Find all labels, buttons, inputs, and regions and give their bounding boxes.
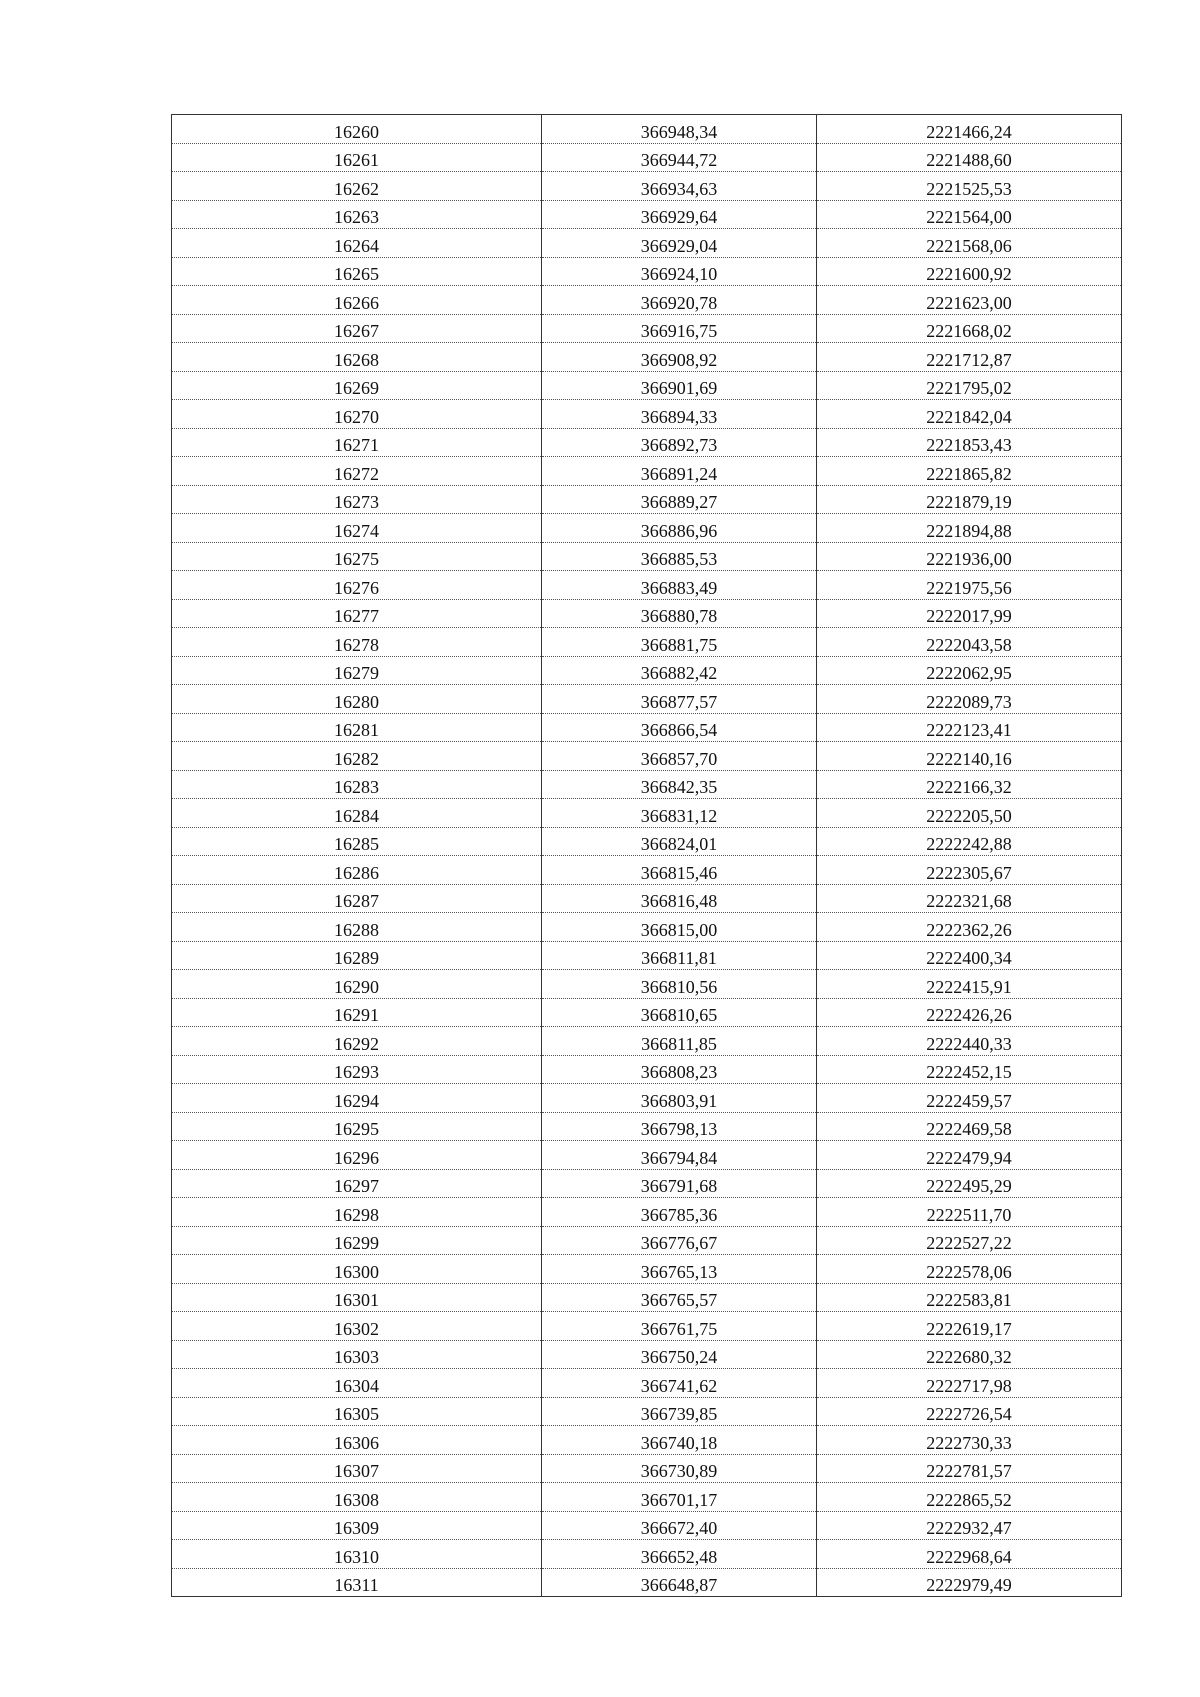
table-row [172, 685, 1122, 714]
y-coordinate-cell: 2222730,33 [817, 1426, 1122, 1455]
y-coordinate-cell: 2222726,54 [817, 1397, 1122, 1426]
table-row [172, 1084, 1122, 1113]
x-coordinate-cell: 366815,00 [542, 913, 817, 942]
x-coordinate-cell: 366810,56 [542, 970, 817, 999]
point-number-cell: 16290 [172, 970, 542, 999]
point-number-cell: 16282 [172, 742, 542, 771]
x-coordinate-cell: 366901,69 [542, 371, 817, 400]
point-number-cell: 16279 [172, 656, 542, 685]
x-coordinate-cell: 366842,35 [542, 770, 817, 799]
table-row [172, 1141, 1122, 1170]
table-row [172, 428, 1122, 457]
x-coordinate-cell: 366798,13 [542, 1112, 817, 1141]
y-coordinate-cell: 2222495,29 [817, 1169, 1122, 1198]
x-coordinate-cell: 366761,75 [542, 1312, 817, 1341]
y-coordinate-cell: 2221936,00 [817, 542, 1122, 571]
x-coordinate-cell: 366815,46 [542, 856, 817, 885]
point-number-cell: 16288 [172, 913, 542, 942]
table-row [172, 827, 1122, 856]
table-row [172, 1397, 1122, 1426]
point-number-cell: 16283 [172, 770, 542, 799]
point-number-cell: 16292 [172, 1027, 542, 1056]
table-row [172, 1312, 1122, 1341]
table-row [172, 1027, 1122, 1056]
table-row [172, 457, 1122, 486]
table-row [172, 1426, 1122, 1455]
y-coordinate-cell: 2221842,04 [817, 400, 1122, 429]
table-row [172, 599, 1122, 628]
y-coordinate-cell: 2222578,06 [817, 1255, 1122, 1284]
coordinates-table [171, 114, 1122, 1597]
table-row [172, 742, 1122, 771]
y-coordinate-cell: 2221712,87 [817, 343, 1122, 372]
point-number-cell: 16295 [172, 1112, 542, 1141]
table-row [172, 628, 1122, 657]
x-coordinate-cell: 366741,62 [542, 1369, 817, 1398]
point-number-cell: 16310 [172, 1540, 542, 1569]
y-coordinate-cell: 2222479,94 [817, 1141, 1122, 1170]
point-number-cell: 16309 [172, 1511, 542, 1540]
x-coordinate-cell: 366948,34 [542, 115, 817, 144]
point-number-cell: 16263 [172, 200, 542, 229]
table-row [172, 856, 1122, 885]
y-coordinate-cell: 2221568,06 [817, 229, 1122, 258]
point-number-cell: 16266 [172, 286, 542, 315]
table-row [172, 1511, 1122, 1540]
x-coordinate-cell: 366881,75 [542, 628, 817, 657]
y-coordinate-cell: 2222242,88 [817, 827, 1122, 856]
table-row [172, 1483, 1122, 1512]
table-row [172, 343, 1122, 372]
table-row [172, 1568, 1122, 1597]
x-coordinate-cell: 366857,70 [542, 742, 817, 771]
x-coordinate-cell: 366908,92 [542, 343, 817, 372]
y-coordinate-cell: 2222140,16 [817, 742, 1122, 771]
point-number-cell: 16284 [172, 799, 542, 828]
x-coordinate-cell: 366794,84 [542, 1141, 817, 1170]
point-number-cell: 16311 [172, 1568, 542, 1597]
coordinates-table-body [172, 115, 1122, 1597]
table-row [172, 656, 1122, 685]
y-coordinate-cell: 2222865,52 [817, 1483, 1122, 1512]
table-row [172, 799, 1122, 828]
x-coordinate-cell: 366885,53 [542, 542, 817, 571]
point-number-cell: 16262 [172, 172, 542, 201]
y-coordinate-cell: 2221600,92 [817, 257, 1122, 286]
table-row [172, 200, 1122, 229]
y-coordinate-cell: 2222680,32 [817, 1340, 1122, 1369]
table-row [172, 286, 1122, 315]
x-coordinate-cell: 366750,24 [542, 1340, 817, 1369]
x-coordinate-cell: 366785,36 [542, 1198, 817, 1227]
x-coordinate-cell: 366824,01 [542, 827, 817, 856]
x-coordinate-cell: 366934,63 [542, 172, 817, 201]
x-coordinate-cell: 366891,24 [542, 457, 817, 486]
point-number-cell: 16294 [172, 1084, 542, 1113]
table-row [172, 229, 1122, 258]
y-coordinate-cell: 2222400,34 [817, 941, 1122, 970]
x-coordinate-cell: 366730,89 [542, 1454, 817, 1483]
point-number-cell: 16265 [172, 257, 542, 286]
point-number-cell: 16274 [172, 514, 542, 543]
table-row [172, 1340, 1122, 1369]
x-coordinate-cell: 366944,72 [542, 143, 817, 172]
point-number-cell: 16268 [172, 343, 542, 372]
y-coordinate-cell: 2222469,58 [817, 1112, 1122, 1141]
table-row [172, 998, 1122, 1027]
y-coordinate-cell: 2222166,32 [817, 770, 1122, 799]
table-row [172, 1226, 1122, 1255]
x-coordinate-cell: 366701,17 [542, 1483, 817, 1512]
x-coordinate-cell: 366648,87 [542, 1568, 817, 1597]
point-number-cell: 16301 [172, 1283, 542, 1312]
y-coordinate-cell: 2221795,02 [817, 371, 1122, 400]
y-coordinate-cell: 2222979,49 [817, 1568, 1122, 1597]
table-row [172, 400, 1122, 429]
table-row [172, 884, 1122, 913]
y-coordinate-cell: 2222205,50 [817, 799, 1122, 828]
y-coordinate-cell: 2222426,26 [817, 998, 1122, 1027]
y-coordinate-cell: 2221865,82 [817, 457, 1122, 486]
point-number-cell: 16270 [172, 400, 542, 429]
x-coordinate-cell: 366929,04 [542, 229, 817, 258]
y-coordinate-cell: 2222932,47 [817, 1511, 1122, 1540]
point-number-cell: 16275 [172, 542, 542, 571]
x-coordinate-cell: 366672,40 [542, 1511, 817, 1540]
point-number-cell: 16308 [172, 1483, 542, 1512]
x-coordinate-cell: 366803,91 [542, 1084, 817, 1113]
y-coordinate-cell: 2222452,15 [817, 1055, 1122, 1084]
y-coordinate-cell: 2222619,17 [817, 1312, 1122, 1341]
point-number-cell: 16304 [172, 1369, 542, 1398]
x-coordinate-cell: 366765,13 [542, 1255, 817, 1284]
table-row [172, 542, 1122, 571]
point-number-cell: 16269 [172, 371, 542, 400]
point-number-cell: 16299 [172, 1226, 542, 1255]
y-coordinate-cell: 2221466,24 [817, 115, 1122, 144]
x-coordinate-cell: 366811,81 [542, 941, 817, 970]
point-number-cell: 16305 [172, 1397, 542, 1426]
point-number-cell: 16296 [172, 1141, 542, 1170]
table-row [172, 1112, 1122, 1141]
table-row [172, 514, 1122, 543]
point-number-cell: 16267 [172, 314, 542, 343]
y-coordinate-cell: 2222089,73 [817, 685, 1122, 714]
x-coordinate-cell: 366776,67 [542, 1226, 817, 1255]
x-coordinate-cell: 366810,65 [542, 998, 817, 1027]
x-coordinate-cell: 366808,23 [542, 1055, 817, 1084]
y-coordinate-cell: 2222440,33 [817, 1027, 1122, 1056]
table-row [172, 172, 1122, 201]
y-coordinate-cell: 2222321,68 [817, 884, 1122, 913]
y-coordinate-cell: 2222968,64 [817, 1540, 1122, 1569]
table-row [172, 115, 1122, 144]
y-coordinate-cell: 2221564,00 [817, 200, 1122, 229]
table-row [172, 314, 1122, 343]
y-coordinate-cell: 2222717,98 [817, 1369, 1122, 1398]
point-number-cell: 16260 [172, 115, 542, 144]
table-row [172, 970, 1122, 999]
point-number-cell: 16264 [172, 229, 542, 258]
x-coordinate-cell: 366920,78 [542, 286, 817, 315]
y-coordinate-cell: 2222415,91 [817, 970, 1122, 999]
table-row [172, 1540, 1122, 1569]
y-coordinate-cell: 2221879,19 [817, 485, 1122, 514]
x-coordinate-cell: 366886,96 [542, 514, 817, 543]
x-coordinate-cell: 366791,68 [542, 1169, 817, 1198]
y-coordinate-cell: 2222781,57 [817, 1454, 1122, 1483]
point-number-cell: 16273 [172, 485, 542, 514]
x-coordinate-cell: 366883,49 [542, 571, 817, 600]
point-number-cell: 16261 [172, 143, 542, 172]
y-coordinate-cell: 2221894,88 [817, 514, 1122, 543]
x-coordinate-cell: 366916,75 [542, 314, 817, 343]
y-coordinate-cell: 2221853,43 [817, 428, 1122, 457]
table-row [172, 1454, 1122, 1483]
table-row [172, 143, 1122, 172]
table-row [172, 1369, 1122, 1398]
y-coordinate-cell: 2222511,70 [817, 1198, 1122, 1227]
table-row [172, 713, 1122, 742]
point-number-cell: 16276 [172, 571, 542, 600]
point-number-cell: 16289 [172, 941, 542, 970]
x-coordinate-cell: 366889,27 [542, 485, 817, 514]
table-row [172, 371, 1122, 400]
y-coordinate-cell: 2221623,00 [817, 286, 1122, 315]
point-number-cell: 16307 [172, 1454, 542, 1483]
y-coordinate-cell: 2222305,67 [817, 856, 1122, 885]
x-coordinate-cell: 366877,57 [542, 685, 817, 714]
x-coordinate-cell: 366892,73 [542, 428, 817, 457]
point-number-cell: 16287 [172, 884, 542, 913]
table-row [172, 1198, 1122, 1227]
table-row [172, 1169, 1122, 1198]
y-coordinate-cell: 2222043,58 [817, 628, 1122, 657]
y-coordinate-cell: 2221488,60 [817, 143, 1122, 172]
x-coordinate-cell: 366929,64 [542, 200, 817, 229]
x-coordinate-cell: 366894,33 [542, 400, 817, 429]
point-number-cell: 16281 [172, 713, 542, 742]
x-coordinate-cell: 366740,18 [542, 1426, 817, 1455]
x-coordinate-cell: 366652,48 [542, 1540, 817, 1569]
point-number-cell: 16306 [172, 1426, 542, 1455]
x-coordinate-cell: 366831,12 [542, 799, 817, 828]
point-number-cell: 16293 [172, 1055, 542, 1084]
table-row [172, 485, 1122, 514]
x-coordinate-cell: 366739,85 [542, 1397, 817, 1426]
y-coordinate-cell: 2222583,81 [817, 1283, 1122, 1312]
point-number-cell: 16300 [172, 1255, 542, 1284]
x-coordinate-cell: 366816,48 [542, 884, 817, 913]
x-coordinate-cell: 366866,54 [542, 713, 817, 742]
x-coordinate-cell: 366882,42 [542, 656, 817, 685]
x-coordinate-cell: 366924,10 [542, 257, 817, 286]
y-coordinate-cell: 2221668,02 [817, 314, 1122, 343]
y-coordinate-cell: 2221975,56 [817, 571, 1122, 600]
table-row [172, 941, 1122, 970]
table-row [172, 1255, 1122, 1284]
point-number-cell: 16272 [172, 457, 542, 486]
x-coordinate-cell: 366765,57 [542, 1283, 817, 1312]
point-number-cell: 16280 [172, 685, 542, 714]
table-row [172, 1283, 1122, 1312]
table-row [172, 257, 1122, 286]
y-coordinate-cell: 2222527,22 [817, 1226, 1122, 1255]
y-coordinate-cell: 2222459,57 [817, 1084, 1122, 1113]
point-number-cell: 16302 [172, 1312, 542, 1341]
y-coordinate-cell: 2222362,26 [817, 913, 1122, 942]
point-number-cell: 16297 [172, 1169, 542, 1198]
y-coordinate-cell: 2222123,41 [817, 713, 1122, 742]
point-number-cell: 16286 [172, 856, 542, 885]
point-number-cell: 16277 [172, 599, 542, 628]
point-number-cell: 16271 [172, 428, 542, 457]
table-row [172, 1055, 1122, 1084]
point-number-cell: 16291 [172, 998, 542, 1027]
table-row [172, 571, 1122, 600]
x-coordinate-cell: 366811,85 [542, 1027, 817, 1056]
point-number-cell: 16278 [172, 628, 542, 657]
point-number-cell: 16298 [172, 1198, 542, 1227]
y-coordinate-cell: 2222017,99 [817, 599, 1122, 628]
y-coordinate-cell: 2222062,95 [817, 656, 1122, 685]
table-row [172, 913, 1122, 942]
table-row [172, 770, 1122, 799]
point-number-cell: 16303 [172, 1340, 542, 1369]
x-coordinate-cell: 366880,78 [542, 599, 817, 628]
y-coordinate-cell: 2221525,53 [817, 172, 1122, 201]
point-number-cell: 16285 [172, 827, 542, 856]
